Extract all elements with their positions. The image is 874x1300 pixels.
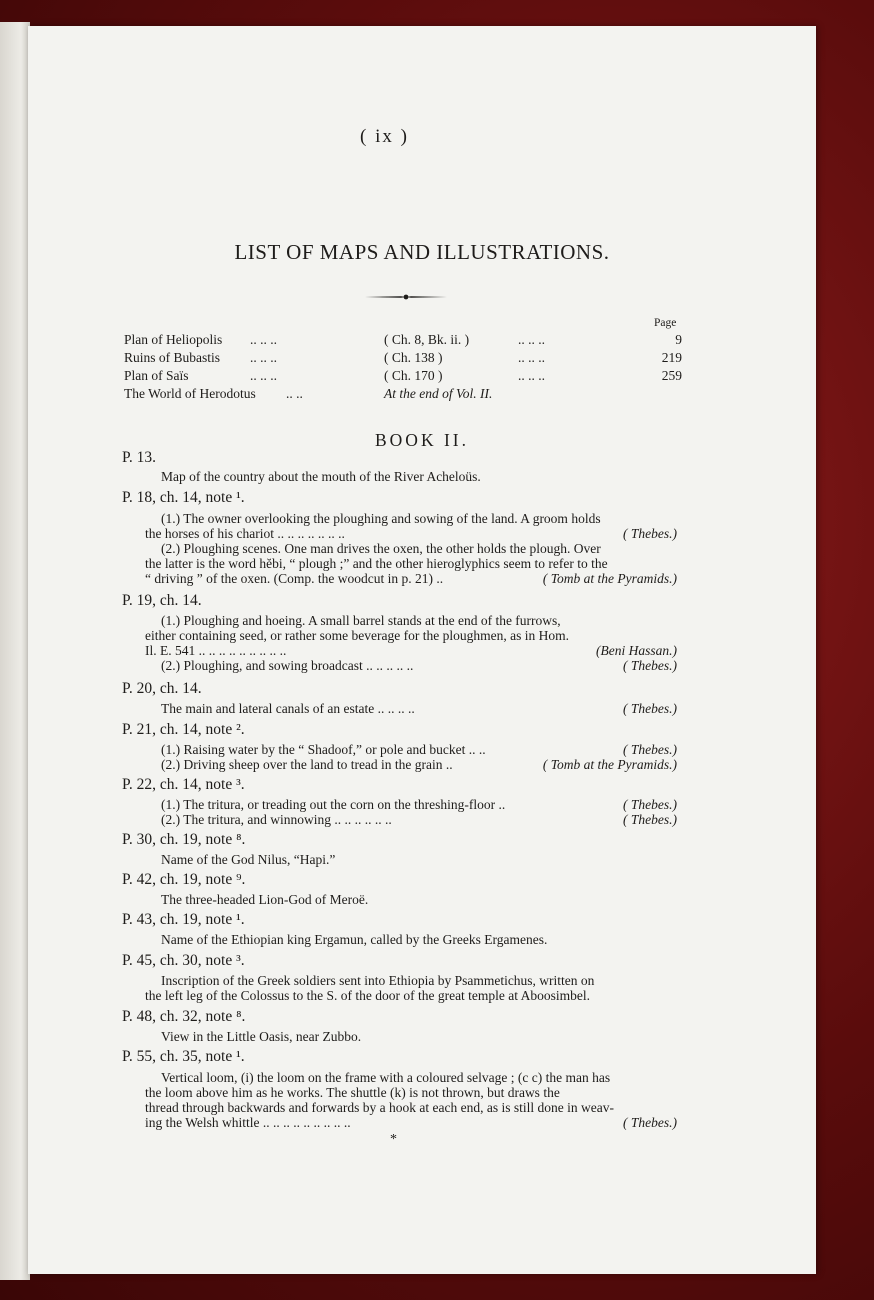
map-item-page: 9 [675, 332, 682, 347]
entry-description: thread through backwards and forwards by a hook at each end, as is still done in weav- [145, 1100, 614, 1115]
entry-reference: P. 22, ch. 14, note ³. [122, 776, 245, 793]
map-item-page: 259 [661, 368, 682, 383]
map-item-leader: .. .. .. [250, 332, 277, 347]
entry-reference: P. 30, ch. 19, note ⁸. [122, 831, 246, 848]
page-title: LIST OF MAPS AND ILLUSTRATIONS. [234, 240, 610, 264]
map-item-leader: .. .. .. [250, 350, 277, 365]
entry-reference: P. 43, ch. 19, note ¹. [122, 911, 245, 928]
entry-source: ( Thebes.) [623, 701, 677, 716]
entry-description: Inscription of the Greek soldiers sent into Ethiopia by Psammetichus, written on [161, 973, 595, 988]
entry-description: Name of the God Nilus, “Hapi.” [161, 852, 336, 867]
entry-reference: P. 13. [122, 449, 157, 466]
entry-description: Name of the Ethiopian king Ergamun, called by the Greeks Ergamenes. [161, 932, 548, 947]
entry-description: (2.) Driving sheep over the land to tread in the grain .. [161, 757, 453, 772]
book-page [28, 26, 816, 1274]
map-item-name: Ruins of Bubastis [124, 350, 221, 365]
title-ornament [365, 294, 447, 300]
entry-description: Map of the country about the mouth of the River Acheloüs. [161, 469, 481, 484]
map-item-reference: ( Ch. 8, Bk. ii. ) [384, 332, 470, 347]
entry-description: The three-headed Lion-God of Meroë. [161, 892, 369, 907]
entry-description: (2.) Ploughing, and sowing broadcast .. .. .. .. .. [161, 658, 414, 673]
entry-description: (1.) Ploughing and hoeing. A small barrel stands at the end of the furrows, [161, 613, 561, 628]
entry-source: ( Thebes.) [623, 797, 677, 812]
entry-description: Il. E. 541 .. .. .. .. .. .. .. .. .. [145, 643, 287, 658]
entry-description: ing the Welsh whittle .. .. .. .. .. .. .. .. .. [145, 1115, 351, 1130]
entry-source: ( Thebes.) [623, 742, 677, 757]
entry-description: (1.) The owner overlooking the ploughing and sowing of the land. A groom holds [161, 511, 601, 526]
map-item-reference: ( Ch. 138 ) [384, 350, 443, 365]
entry-source: ( Tomb at the Pyramids.) [542, 757, 677, 772]
map-item-reference: At the end of Vol. II. [384, 386, 493, 401]
map-item-leader: .. .. .. [250, 368, 277, 383]
map-item-name: Plan of Saïs [124, 368, 189, 383]
entry-source: ( Thebes.) [623, 812, 677, 827]
map-item-leader: .. .. .. [518, 332, 545, 347]
entry-description: (2.) The tritura, and winnowing .. .. .. .. .. .. [161, 812, 392, 827]
entry-reference: P. 55, ch. 35, note ¹. [122, 1048, 245, 1065]
signature-mark: * [390, 1132, 397, 1147]
entry-description: the horses of his chariot .. .. .. .. .. .. .. [145, 526, 345, 541]
map-item-name: Plan of Heliopolis [124, 332, 223, 347]
map-item-leader: .. .. .. [518, 350, 545, 365]
map-item-leader: .. .. [286, 386, 303, 401]
map-item-leader: .. .. .. [518, 368, 545, 383]
entry-description: (2.) Ploughing scenes. One man drives the oxen, the other holds the plough. Over [161, 541, 601, 556]
entry-description: the left leg of the Colossus to the S. of the door of the great temple at Aboosimbel. [145, 988, 591, 1003]
entry-reference: P. 21, ch. 14, note ². [122, 721, 245, 738]
page-folio: ( ix ) [360, 126, 409, 147]
map-item-name: The World of Herodotus [124, 386, 256, 401]
entry-source: ( Tomb at the Pyramids.) [542, 571, 677, 586]
entry-description: the latter is the word hĕbi, “ plough ;” and the other hieroglyphics seem to refer to the [145, 556, 608, 571]
entry-reference: P. 18, ch. 14, note ¹. [122, 489, 245, 506]
map-item-reference: ( Ch. 170 ) [384, 368, 443, 383]
map-item-page: 219 [661, 350, 682, 365]
entry-reference: P. 19, ch. 14. [122, 592, 202, 609]
entry-description: View in the Little Oasis, near Zubbo. [161, 1029, 362, 1044]
entry-description: The main and lateral canals of an estate .. .. .. .. [161, 701, 415, 716]
entry-description: Vertical loom, (i) the loom on the frame with a coloured selvage ; (c c) the man has [161, 1070, 611, 1085]
entry-reference: P. 48, ch. 32, note ⁸. [122, 1008, 246, 1025]
entry-description: (1.) The tritura, or treading out the corn on the threshing-floor .. [161, 797, 506, 812]
entry-source: ( Thebes.) [623, 526, 677, 541]
book-heading: BOOK II. [375, 430, 469, 450]
left-page-edge [0, 22, 30, 1280]
entry-description: “ driving ” of the oxen. (Comp. the woodcut in p. 21) .. [145, 571, 444, 586]
entry-source: (Beni Hassan.) [596, 643, 677, 658]
entry-description: (1.) Raising water by the “ Shadoof,” or pole and bucket .. .. [161, 742, 486, 757]
entry-reference: P. 42, ch. 19, note ⁹. [122, 871, 246, 888]
entry-reference: P. 20, ch. 14. [122, 680, 202, 697]
entry-reference: P. 45, ch. 30, note ³. [122, 952, 245, 969]
entry-description: the loom above him as he works. The shuttle (k) is not thrown, but draws the [145, 1085, 560, 1100]
entry-source: ( Thebes.) [623, 1115, 677, 1130]
page-column-header: Page [654, 317, 677, 329]
entry-source: ( Thebes.) [623, 658, 677, 673]
entry-description: either containing seed, or rather some beverage for the ploughmen, as in Hom. [145, 628, 569, 643]
